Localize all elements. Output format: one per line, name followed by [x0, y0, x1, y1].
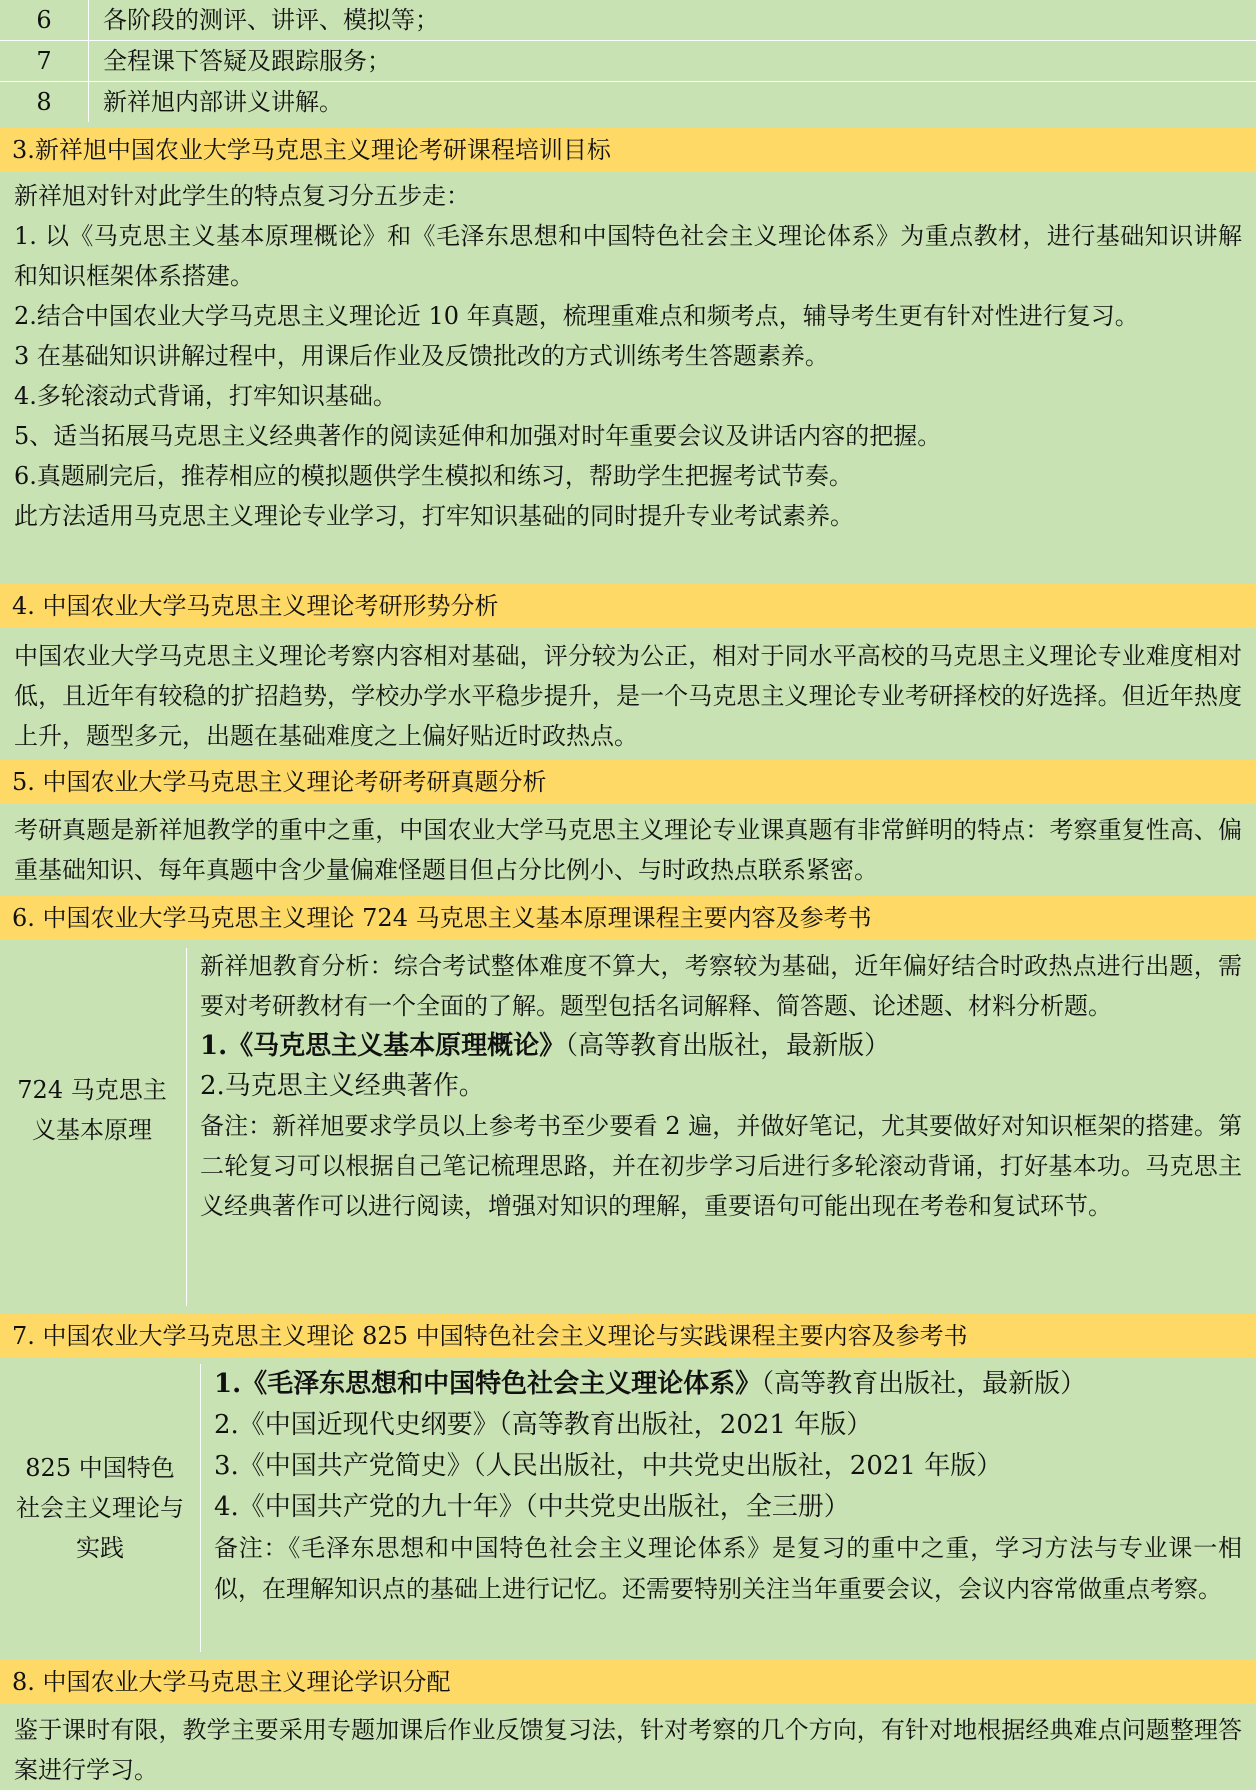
reference-book-1 [214, 1364, 1242, 1405]
reference-book-3: 3.《中国共产党简史》（人民出版社，中共党史出版社，2021 年版） [214, 1451, 1003, 1481]
section-3-line: 1. 以《马克思主义基本原理概论》和《毛泽东思想和中国特色社会主义理论体系》为重点教材，进行基础知识讲解和知识框架体系搭建。 [14, 222, 1242, 290]
list-item-number: 8 [36, 88, 52, 116]
section-3-line: 4.多轮滚动式背诵，打牢知识基础。 [14, 382, 397, 410]
note-text: 备注：《毛泽东思想和中国特色社会主义理论体系》是复习的重中之重，学习方法与专业课一相似，在理解知识点的基础上进行记忆。还需要特别关注当年重要会议，会议内容常做重点考察。 [214, 1534, 1242, 1603]
section-7-table [0, 1364, 1256, 1652]
section-6-content [200, 946, 1242, 1226]
course-label-825: 825 中国特色社会主义理论与实践 [16, 1454, 184, 1562]
book-number: 1. [214, 1369, 242, 1399]
row-divider [0, 81, 1256, 82]
section-7-heading: 7. 中国农业大学马克思主义理论 825 中国特色社会主义理论与实践课程主要内容及参考书 [0, 1314, 1256, 1358]
list-item-text: 新祥旭内部讲义讲解。 [103, 88, 343, 116]
list-item-number: 6 [36, 6, 52, 34]
section-7-content [214, 1364, 1242, 1610]
row-divider [0, 40, 1256, 41]
section-3-line: 此方法适用马克思主义理论专业学习，打牢知识基础的同时提升专业考试素养。 [14, 502, 854, 530]
reference-book-2: 2.马克思主义经典著作。 [200, 1071, 485, 1101]
section-3-line: 5、适当拓展马克思主义经典著作的阅读延伸和加强对时年重要会议及讲话内容的把握。 [14, 422, 942, 450]
section-3-line: 6.真题刷完后，推荐相应的模拟题供学生模拟和练习，帮助学生把握考试节奏。 [14, 462, 853, 490]
service-list [0, 0, 1256, 122]
column-divider [186, 948, 187, 1306]
list-item-text: 全程课下答疑及跟踪服务； [103, 47, 391, 75]
reference-book-2: 2.《中国近现代史纲要》（高等教育出版社，2021 年版） [214, 1410, 873, 1440]
section-3-heading: 3.新祥旭中国农业大学马克思主义理论考研课程培训目标 [0, 128, 1256, 172]
section-4-heading: 4. 中国农业大学马克思主义理论考研形势分析 [0, 584, 1256, 628]
book-publisher: （高等教育出版社，最新版） [565, 1031, 891, 1061]
book-publisher: （高等教育出版社，最新版） [761, 1369, 1087, 1399]
section-6-table [0, 948, 1256, 1306]
column-divider [200, 1364, 201, 1652]
book-title: 《毛泽东思想和中国特色社会主义理论体系》 [241, 1369, 762, 1399]
list-item-number: 7 [36, 47, 52, 75]
section-3-line: 2.结合中国农业大学马克思主义理论近 10 年真题，梳理重难点和频考点，辅导考生更有针对性进行复习。 [14, 302, 1139, 330]
section-3-body [0, 176, 1256, 576]
book-title: 《马克思主义基本原理概论》 [227, 1031, 566, 1061]
reference-book-4: 4.《中国共产党的九十年》（中共党史出版社，全三册） [214, 1492, 850, 1522]
section-6-heading: 6. 中国农业大学马克思主义理论 724 马克思主义基本原理课程主要内容及参考书 [0, 896, 1256, 940]
section-3-line: 新祥旭对针对此学生的特点复习分五步走： [14, 182, 470, 210]
section-5-body: 考研真题是新祥旭教学的重中之重，中国农业大学马克思主义理论专业课真题有非常鲜明的特点：考察重复性高、偏重基础知识、每年真题中含少量偏难怪题目但占分比例小、与时政热点联系紧密。 [0, 810, 1256, 890]
section-8-heading: 8. 中国农业大学马克思主义理论学识分配 [0, 1660, 1256, 1704]
column-divider [88, 0, 89, 122]
book-number: 1. [200, 1031, 228, 1061]
section-3-line: 3 在基础知识讲解过程中，用课后作业及反馈批改的方式训练考生答题素养。 [14, 342, 829, 370]
course-label-724: 724 马克思主义基本原理 [17, 1076, 167, 1144]
section-5-heading: 5. 中国农业大学马克思主义理论考研考研真题分析 [0, 760, 1256, 804]
section-8-body: 鉴于课时有限，教学主要采用专题加课后作业反馈复习法，针对考察的几个方向，有针对地根据经典难点问题整理答案进行学习。 [0, 1710, 1256, 1788]
analysis-text: 新祥旭教育分析：综合考试整体难度不算大，考察较为基础，近年偏好结合时政热点进行出题，需要对考研教材有一个全面的了解。题型包括名词解释、简答题、论述题、材料分析题。 [200, 952, 1242, 1020]
list-item-text: 各阶段的测评、讲评、模拟等； [103, 6, 439, 34]
note-text: 备注：新祥旭要求学员以上参考书至少要看 2 遍，并做好笔记，尤其要做好对知识框架的搭建。第二轮复习可以根据自己笔记梳理思路，并在初步学习后进行多轮滚动背诵，打好基本功。马克思主义经典著作可以进行阅读，增强对知识的理解，重要语句可能出现在考卷和复试环节。 [200, 1112, 1242, 1220]
reference-book-1 [200, 1026, 1242, 1066]
section-4-body: 中国农业大学马克思主义理论考察内容相对基础，评分较为公正，相对于同水平高校的马克思主义理论专业难度相对低，且近年有较稳的扩招趋势，学校办学水平稳步提升，是一个马克思主义理论专业考研择校的好选择。但近年热度上升，题型多元，出题在基础难度之上偏好贴近时政热点。 [0, 636, 1256, 756]
